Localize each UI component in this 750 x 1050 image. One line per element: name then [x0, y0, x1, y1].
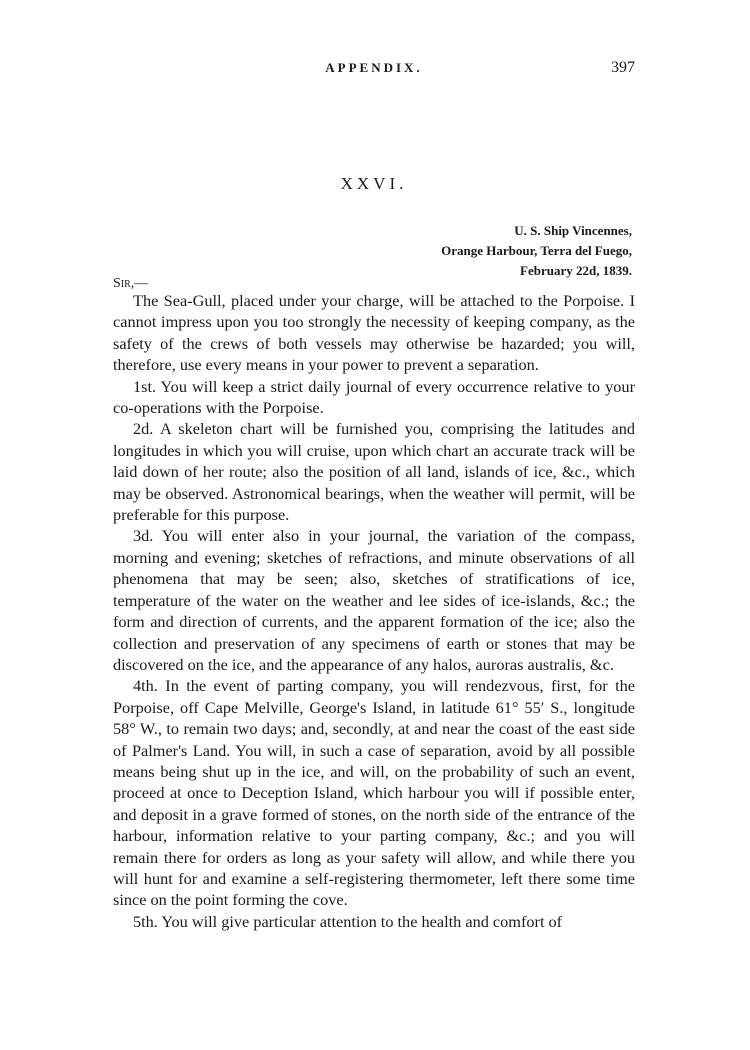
section-number: XXVI.	[340, 174, 408, 193]
paragraph-3d: 3d. You will enter also in your journal, the variation of the compass, morning and evening; sketches of refractions, and minute observations of all phenomena that may be seen; also, sketches of stratifications of ice, temperature of the water on the weather and lee sides of ice-islands, &c.; the form and direction of currents, and the apparent formation of the ice; also the collection and preservation of any specimens of earth or stones that may be discovered on the ice, and the appearance of any halos, auroras australis, &c.	[113, 526, 635, 674]
dateline-ship: U. S. Ship Vincennes,	[514, 223, 632, 238]
page-number: 397	[611, 59, 635, 76]
paragraph-4th: 4th. In the event of parting company, you will rendezvous, first, for the Porpoise, off Cape Melville, George's Island, in latitude 61° 55′ S., longitude 58° W., to remain two days; and, secondly, at and near the coast of the east side of Palmer's Land. You will, in such a case of separation, avoid by all possible means being shut up in the ice, and will, on the probability of such an event, proceed at once to Deception Island, which harbour you will if possible enter, and deposit in a grave formed of stones, on the north side of the entrance of the harbour, information relative to your parting company, &c.; and you will remain there for orders as long as your safety will allow, and while there you will hunt for and examine a self-registering thermometer, left there some time since on the point forming the cove.	[113, 676, 635, 910]
dateline	[441, 221, 632, 281]
letter-body	[113, 290, 635, 932]
paragraph-intro: The Sea-Gull, placed under your charge, will be attached to the Porpoise. I cannot impress upon you too strongly the necessity of keeping company, as the safety of the crews of both vessels may otherwise be hazarded; you will, therefore, use every means in your power to prevent a separation.	[113, 291, 635, 375]
dateline-date: February 22d, 1839.	[520, 263, 632, 278]
paragraph-1st: 1st. You will keep a strict daily journal of every occurrence relative to your co-operations with the Porpoise.	[113, 376, 635, 418]
running-head	[113, 60, 635, 82]
paragraph-5th: 5th. You will give particular attention to the health and comfort of	[133, 911, 563, 931]
dateline-place: Orange Harbour, Terra del Fuego,	[441, 243, 632, 258]
paragraph-2d: 2d. A skeleton chart will be furnished you, comprising the latitudes and longitudes in which you will cruise, upon which chart an accurate track will be laid down of her route; also the position of all land, islands of ice, &c., which may be observed. Astronomical bearings, when the weather will permit, will be preferable for this purpose.	[113, 419, 635, 525]
running-title: APPENDIX.	[325, 60, 423, 75]
salutation: Sir,—	[113, 276, 149, 291]
